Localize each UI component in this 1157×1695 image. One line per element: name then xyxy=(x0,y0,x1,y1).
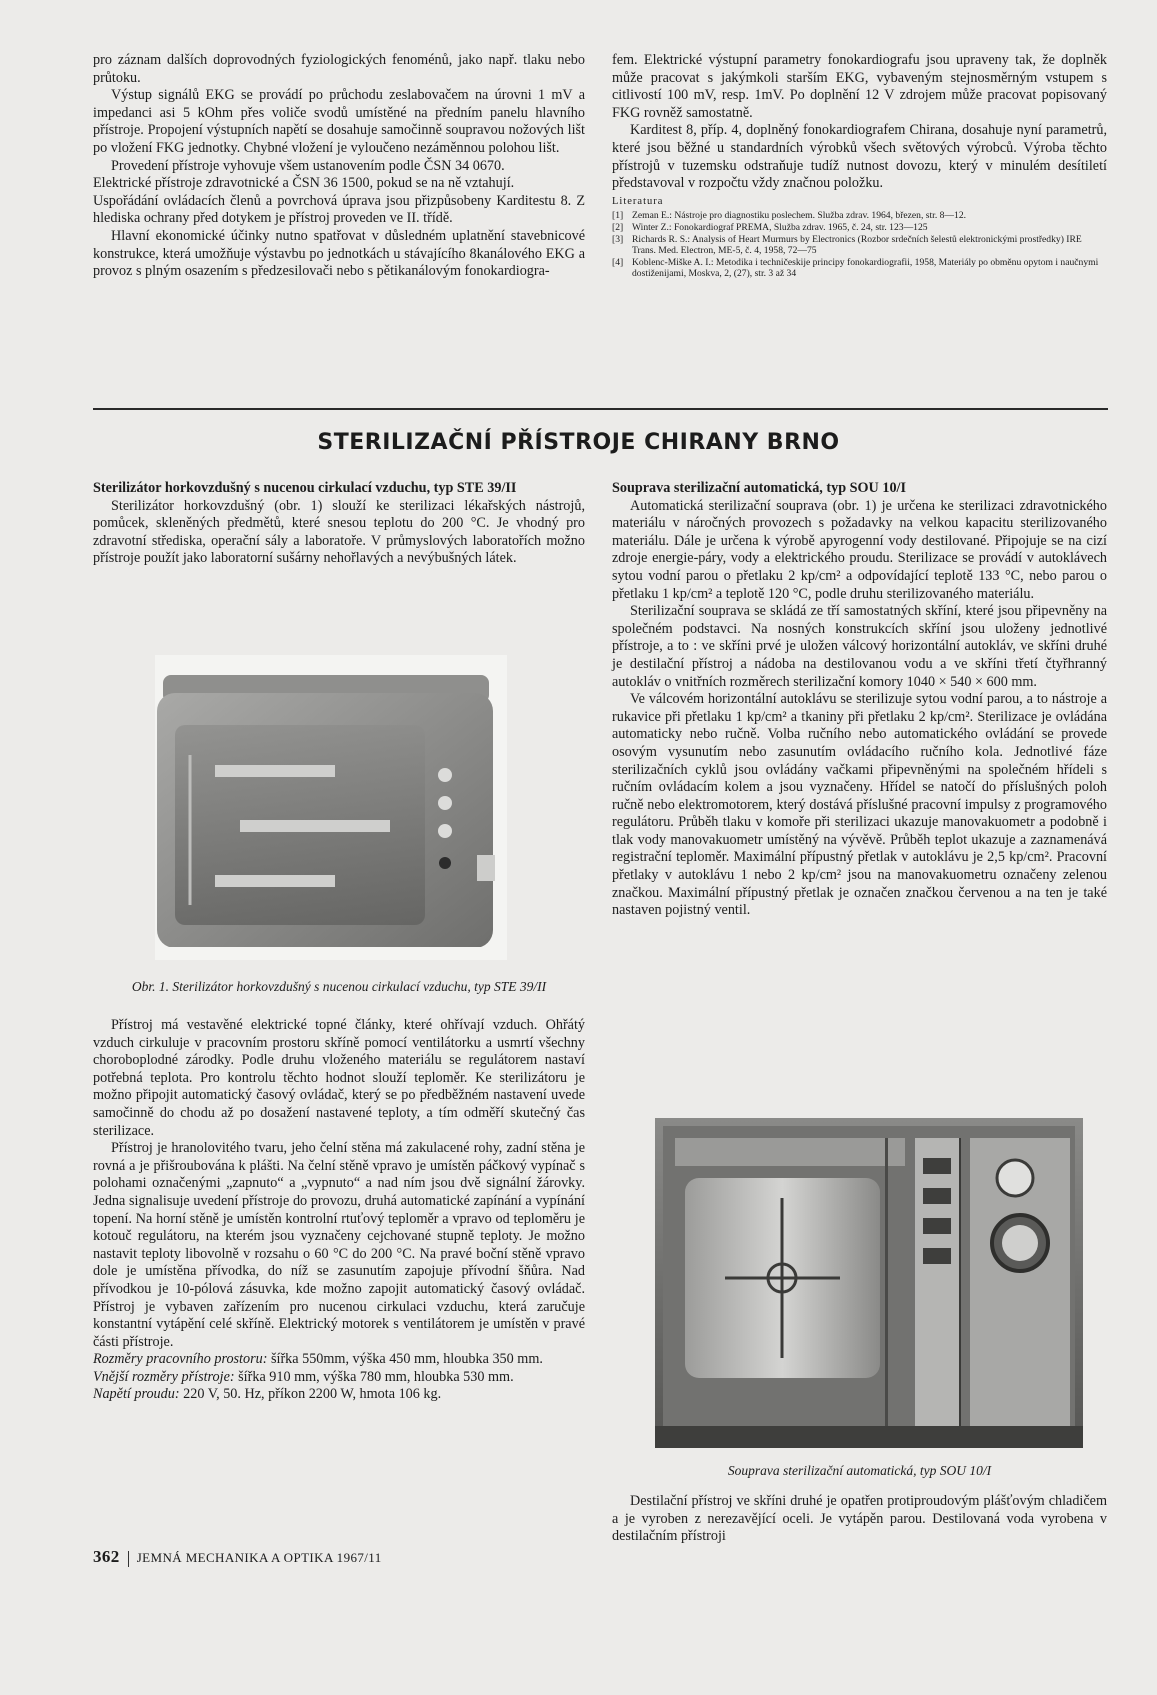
reference-number: [2] xyxy=(612,221,624,233)
spec-external-dimensions xyxy=(93,1369,585,1387)
section-divider xyxy=(93,408,1108,410)
right-after-figure-paragraph: Destilační přístroj ve skříni druhé je opatřen protiproudovým plášťovým chladičem a je vyroben z nerezavějící oceli. Je vytápěn parou. Destilovaná voda vyrobena v destilačním přístroji xyxy=(612,1493,1107,1545)
spec-working-space-value: šířka 550mm, výška 450 mm, hloubka 350 mm. xyxy=(267,1351,543,1368)
reference-text: Richards R. S.: Analysis of Heart Murmurs by Electronics (Rozbor srdečních šelestů elektronickými prostředky) IRE Trans. Med. Electron, ME-5, č. 4, 1958, 72—75 xyxy=(632,233,1082,257)
top-left-paragraph: Výstup signálů EKG se provádí po průchodu zeslabovačem na úrovni 1 mV a impedanci asi 5 kOhm přes voliče svodů umístěné na předním panelu hlavního přístroje. Propojení výstupních napětí se dosahuje samočinně soupravou nožových lišt po vložení FKG jednotky. Chybné vložení je vyloučeno nezáměnnou polohou lišt. xyxy=(93,87,585,156)
top-left-paragraph: Uspořádání ovládacích členů a povrchová úprava jsou přizpůsobeny Karditestu 8. Z hlediska ochrany před dotykem je přístroj proveden ve II. třídě. xyxy=(93,192,585,227)
reference-text: Winter Z.: Fonokardiograf PREMA, Služba zdrav. 1965, č. 24, str. 123—125 xyxy=(632,221,928,233)
reference-number: [1] xyxy=(612,210,624,222)
right-body-paragraphs xyxy=(612,498,1107,920)
spec-voltage xyxy=(93,1386,585,1404)
spec-voltage-value: 220 V, 50. Hz, příkon 2200 W, hmota 106 kg. xyxy=(179,1386,442,1403)
reference-item xyxy=(612,234,1107,257)
figure-sterilizer-photo xyxy=(155,655,507,960)
left-body-paragraphs xyxy=(93,1017,585,1351)
top-left-column xyxy=(93,52,585,281)
right-column-body xyxy=(612,480,1107,920)
left-body-paragraph: Přístroj je hranolovitého tvaru, jeho čelní stěna má zakulacené rohy, zadní stěna je rovná a je přišroubována k plášti. Na čelní stěně vpravo je umístěn páčkový vypínač s polohami označenými „zapnuto“ a „vypnuto“ a nad ním jsou dvě signální žárovky. Jedna signalisuje uvedení přístroje do provozu, druhá automatické zapínání a vypínání topení. Na horní stěně je umístěn kontrolní rtuťový teploměr a vpravo od teploměru je kotouč regulátoru, na kterém jsou vyznačeny cejchované stupně teploty. Je možno nastavit teploty libovolně v rozsahu o 60 °C do 200 °C. Na pravé boční stěně vpravo dole je umístěna přívodka, do níž se zasunutím zapojuje přívodní šňůra. Nad přívodkou je 10-pólová zásuvka, kde možno zapojit automatický časový ovládač. Přístroj je vybaven zařízením pro nucenou cirkulaci vzduchu, která zaručuje konstantní vytápění celé skříně. Elektrický motorek s ventilátorem je umístěn v pravé části přístroje. xyxy=(93,1140,585,1350)
figure-sterilization-set-photo xyxy=(655,1118,1083,1448)
reference-number: [3] xyxy=(612,233,624,245)
top-right-column xyxy=(612,52,1107,280)
reference-text: Koblenc-Miške A. I.: Metodika i techničeskije principy fonokardiografii, 1958, Materiály po obměnu opytom i naučnymi dostiženijami, Moskva, 2, (27), str. 3 až 34 xyxy=(632,256,1099,280)
left-body-paragraph: Přístroj má vestavěné elektrické topné články, které ohřívají vzduch. Ohřátý vzduch cirkuluje v pracovním prostoru skříně pomocí ventilátorku a usmrtí všechny choroboplodné zárodky. Podle druhu vloženého materiálu se regulátorem nastaví potřebná teplota. Pro kontrolu těchto hodnot slouží teploměr. Ke sterilizátoru je možno připojit automatický časový ovládač, který se po předběžném nastavení uvede samočinně do chodu až po dosažení nastavené teploty, a tím odměří skutečný čas sterilizace. xyxy=(93,1017,585,1139)
right-body-paragraph: Automatická sterilizační souprava (obr. 1) je určena ke sterilizaci zdravotnického materiálu v náročných provozech s požadavky na velkou kapacitu sterilizovaného materiálu. Dále je určena k výrobě apyrogenní vody destilované. Připojuje se na cizí zdroje energie-páry, vody a elektrického proudu. Sterilizace se provádí v autoklávech sytou vodní parou o přetlaku 2 kp/cm² a odpovídající teplotě 133 °C, nebo parou o přetlaku 1 kp/cm² a teplotě 120 °C, podle druhu sterilizovaného materiálu. xyxy=(612,497,1107,602)
reference-number: [4] xyxy=(612,256,624,268)
top-left-paragraph: Provedení přístroje vyhovuje všem ustanovením podle ČSN 34 0670. xyxy=(111,157,505,174)
sterilization-set-illustration xyxy=(655,1118,1083,1448)
right-section-heading: Souprava sterilizační automatická, typ SOU 10/I xyxy=(612,480,907,496)
right-column-after-figure xyxy=(612,1493,1107,1546)
top-left-paragraph: pro záznam dalších doprovodných fyziologických fenoménů, jako např. tlaku nebo průtoku. xyxy=(93,52,585,86)
reference-item xyxy=(612,210,1107,222)
right-body-paragraph: Sterilizační souprava se skládá ze tří samostatných skříní, které jsou připevněny na společném podstavci. Na nosných konstrukcích skříní jsou uloženy jednotlivé přístroje, a to : ve skříni prvé je uložen válcový horizontální autokláv, ve skříni druhé je destilační přístroj a nádoba na destilovanou vodu a ve skříni třetí čtyřhranný autokláv o vnitřních rozměrech sterilizační komory 1040 × 540 × 600 mm. xyxy=(612,603,1107,690)
literature-heading: Literatura xyxy=(612,195,664,207)
figure-1-caption: Obr. 1. Sterilizátor horkovzdušný s nucenou cirkulací vzduchu, typ STE 39/II xyxy=(131,979,547,994)
reference-item xyxy=(612,222,1107,234)
reference-list xyxy=(612,210,1107,280)
spec-working-space-label: Rozměry pracovního prostoru: xyxy=(93,1351,268,1368)
top-left-paragraph: Elektrické přístroje zdravotnické a ČSN 36 1500, pokud se na ně vztahují. xyxy=(93,175,515,192)
left-intro-paragraph: Sterilizátor horkovzdušný (obr. 1) slouží ke sterilizaci lékařských nástrojů, pomůcek, skleněných předmětů, které snesou teplotu do 200 °C. Je vhodný pro zdravotní střediska, operační sály a laboratoře. V průmyslových laboratořích možno přístroje použít jako laboratorní sušárny nehořlavých a nevýbušných látek. xyxy=(93,497,585,567)
reference-item xyxy=(612,257,1107,280)
left-column-upper xyxy=(93,480,585,568)
spec-external-dimensions-value: šířka 910 mm, výška 780 mm, hloubka 530 mm. xyxy=(234,1368,514,1385)
top-left-paragraph: Hlavní ekonomické účinky nutno spatřovat v důsledném uplatnění stavebnicové konstrukce, která umožňuje výstavbu po jednotkách u stávajícího 8kanálového EKG a provoz s plným osazením s předzesilovači nebo s pětikanálovým fonokardiogra- xyxy=(93,227,585,280)
top-right-paragraph: Karditest 8, příp. 4, doplněný fonokardiografem Chirana, dosahuje nyní parametrů, které jsou běžné u standardních výrobků všech světových výrobců. Výroba těchto přístrojů v tuzemsku odstraňuje tudíž nutnost dovozu, který v minulém desítiletí představoval v rozpočtu vždy značnou položku. xyxy=(612,122,1107,192)
article-title: STERILIZAČNÍ PŘÍSTROJE CHIRANY BRNO xyxy=(317,430,840,455)
spec-external-dimensions-label: Vnější rozměry přístroje: xyxy=(93,1368,235,1385)
sterilizer-illustration xyxy=(155,655,507,960)
journal-name: JEMNÁ MECHANIKA A OPTIKA 1967/11 xyxy=(136,1550,382,1565)
top-right-paragraphs xyxy=(612,52,1107,193)
figure-2-caption: Souprava sterilizační automatická, typ SOU 10/I xyxy=(727,1463,992,1478)
top-right-paragraph: fem. Elektrické výstupní parametry fonokardiografu jsou upraveny tak, že doplněk může pracovat s jakýmkoli starším EKG, vybaveným stejnosměrným vstupem s citlivostí 100 mV, resp. 1mV. Po doplnění 12 V zdrojem může pracovat popisovaný FKG rovněž samostatně. xyxy=(612,52,1107,121)
left-column-body xyxy=(93,1017,585,1404)
spec-voltage-label: Napětí proudu: xyxy=(93,1386,180,1403)
reference-text: Zeman E.: Nástroje pro diagnostiku poslechem. Služba zdrav. 1964, březen, str. 8—12. xyxy=(632,210,967,222)
page-footer xyxy=(93,1547,382,1567)
left-section-heading: Sterilizátor horkovzdušný s nucenou cirkulací vzduchu, typ STE 39/II xyxy=(93,480,517,496)
page-number: 362 xyxy=(93,1547,120,1566)
footer-separator xyxy=(128,1551,129,1567)
spec-working-space xyxy=(93,1351,585,1369)
right-body-paragraph: Ve válcovém horizontální autoklávu se sterilizuje sytou vodní parou, a to nástroje a rukavice při přetlaku 1 kp/cm² a tkaniny při přetlaku 2 kp/cm². Sterilizace je ovládána automaticky nebo ručně. Volba ručního nebo automatického ovládání se provede osovým vysunutím nebo zasunutím ovládacího ručního kola. Jednotlivé fáze sterilizačních cyklů jsou ovládány vačkami připevněnými na společném hřídeli s ručním ovládacím kolem a jsou vyznačeny. Hřídel se natočí do příslušných poloh ručně nebo elektromotorem, který dostává příslušné pracovní impulsy z programového regulátoru. Průběh tlaku v komoře při sterilizaci ukazuje manovakuometr a podobně i tlak vody manovakuometr umístěný na vývěvě. Průběh teplot ukazuje a zaznamenává registrační teploměr. Maximální přípustný přetlak v autoklávu je 2,5 kp/cm². Pracovní přetlaky v autoklávu 1 nebo 2 kp/cm² jsou na manovakuometru označeny zelenou značkou. Maximální přípustný přetlak je označen značkou červenou a na ten je také nastaven pojistný ventil. xyxy=(612,691,1107,919)
